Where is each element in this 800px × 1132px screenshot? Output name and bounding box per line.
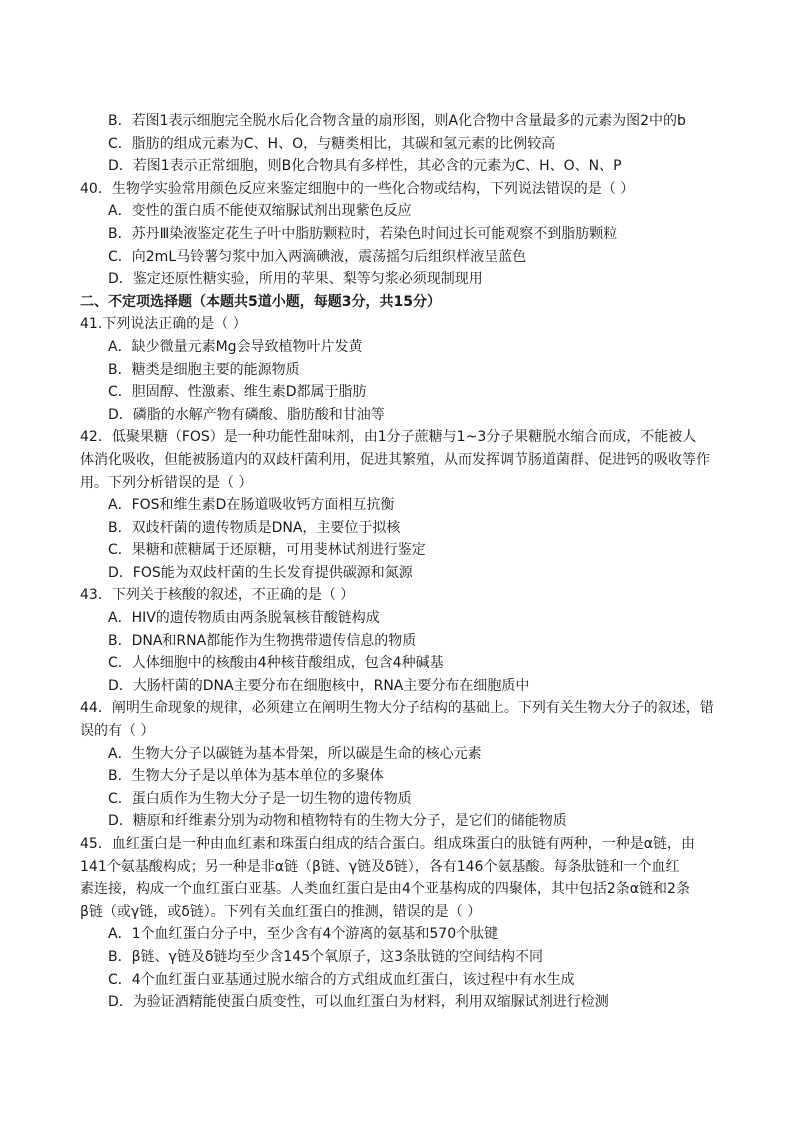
- q41-stem: 41.下列说法正确的是（ ）: [80, 316, 247, 333]
- q40-option-a: A．变性的蛋白质不能使双缩脲试剂出现紫色反应: [108, 203, 412, 220]
- q45-option-d: D．为验证酒精能使蛋白质变性，可以血红蛋白为材料，利用双缩脲试剂进行检测: [108, 994, 609, 1011]
- q44-option-b: B．生物大分子是以单体为基本单位的多聚体: [108, 768, 384, 785]
- q39-option-c: C．脂肪的组成元素为C、H、O，与糖类相比，其碳和氢元素的比例较高: [108, 135, 556, 152]
- q41-option-b: B．糖类是细胞主要的能源物质: [108, 361, 300, 378]
- q41-option-d: D．磷脂的水解产物有磷酸、脂肪酸和甘油等: [108, 406, 385, 423]
- q40-option-b: B．苏丹Ⅲ染液鉴定花生子叶中脂肪颗粒时，若染色时间过长可能观察不到脂肪颗粒: [108, 225, 618, 242]
- q45-option-b: B．β链、γ链及δ链均至少含145个氧原子，这3条肽链的空间结构不同: [108, 948, 544, 965]
- q43-option-c: C．人体细胞中的核酸由4种核苷酸组成，包含4种碱基: [108, 655, 444, 672]
- q45-option-c: C．4个血红蛋白亚基通过脱水缩合的方式组成血红蛋白，该过程中有水生成: [108, 971, 575, 988]
- q43-option-b: B．DNA和RNA都能作为生物携带遗传信息的物质: [108, 632, 417, 649]
- q40-option-c: C．向2mL马铃薯匀浆中加入两滴碘液，震荡摇匀后组织样液呈蓝色: [108, 248, 527, 265]
- q45-option-a: A．1个血红蛋白分子中，至少含有4个游离的氨基和570个肽键: [108, 926, 499, 943]
- q42-stem-line1: 42．低聚果糖（FOS）是一种功能性甜味剂，由1分子蔗糖与1~3分子果糖脱水缩合而成，不能被人: [80, 429, 697, 446]
- q45-stem-line2: 141个氨基酸构成；另一种是非α链（β链、γ链及δ链），各有146个氨基酸。每条肽链和一个血红: [80, 858, 680, 875]
- q43-stem: 43．下列关于核酸的叙述，不正确的是（ ）: [80, 587, 355, 604]
- q41-option-c: C．胆固醇、性激素、维生素D都属于脂肪: [108, 384, 367, 401]
- q42-stem-line3: 用。下列分析错误的是（ ）: [80, 474, 253, 491]
- q45-stem-line3: 素连接，构成一个血红蛋白亚基。人类血红蛋白是由4个亚基构成的四聚体，其中包括2条α链和2条: [80, 881, 690, 898]
- q43-option-d: D．大肠杆菌的DNA主要分布在细胞核中，RNA主要分布在细胞质中: [108, 677, 530, 694]
- q39-option-d: D．若图1表示正常细胞，则B化合物具有多样性，其必含的元素为C、H、O、N、P: [108, 158, 622, 175]
- q41-option-a: A．缺少微量元素Mg会导致植物叶片发黄: [108, 338, 363, 355]
- q42-option-a: A．FOS和维生素D在肠道吸收钙方面相互抗衡: [108, 497, 395, 514]
- q44-stem-line2: 误的有（ ）: [80, 723, 155, 740]
- q40-option-d: D．鉴定还原性糖实验，所用的苹果、梨等匀浆必须现制现用: [108, 271, 483, 288]
- q45-stem-line4: β链（或γ链，或δ链）。下列有关血红蛋白的推测，错误的是（ ）: [80, 903, 482, 920]
- q44-option-a: A．生物大分子以碳链为基本骨架，所以碳是生命的核心元素: [108, 745, 482, 762]
- q42-option-b: B．双歧杆菌的遗传物质是DNA，主要位于拟核: [108, 519, 401, 536]
- q42-option-d: D．FOS能为双歧杆菌的生长发育提供碳源和氮源: [108, 564, 413, 581]
- q44-stem-line1: 44．阐明生命现象的规律，必须建立在阐明生物大分子结构的基础上。下列有关生物大分子的叙述，错: [80, 700, 714, 717]
- q45-stem-line1: 45．血红蛋白是一种由血红素和珠蛋白组成的结合蛋白。组成珠蛋白的肽链有两种，一种是α链，由: [80, 836, 696, 852]
- q39-option-b: B．若图1表示细胞完全脱水后化合物含量的扇形图，则A化合物中含量最多的元素为图2中的b: [108, 113, 686, 129]
- q42-stem-line2: 体消化吸收，但能被肠道内的双歧杆菌利用，促进其繁殖，从而发挥调节肠道菌群、促进钙的吸收等作: [80, 451, 710, 468]
- q44-option-c: C．蛋白质作为生物大分子是一切生物的遗传物质: [108, 790, 412, 807]
- q40-stem: 40．生物学实验常用颜色反应来鉴定细胞中的一些化合物或结构，下列说法错误的是（ ）: [80, 180, 635, 197]
- q44-option-d: D．糖原和纤维素分别为动物和植物特有的生物大分子，是它们的储能物质: [108, 813, 567, 830]
- q42-option-c: C．果糖和蔗糖属于还原糖，可用斐林试剂进行鉴定: [108, 542, 426, 559]
- q43-option-a: A．HIV的遗传物质由两条脱氧核苷酸链构成: [108, 610, 380, 627]
- section-heading: 二、不定项选择题（本题共5道小题，每题3分，共15分）: [80, 293, 441, 310]
- exam-content: [80, 110, 730, 1014]
